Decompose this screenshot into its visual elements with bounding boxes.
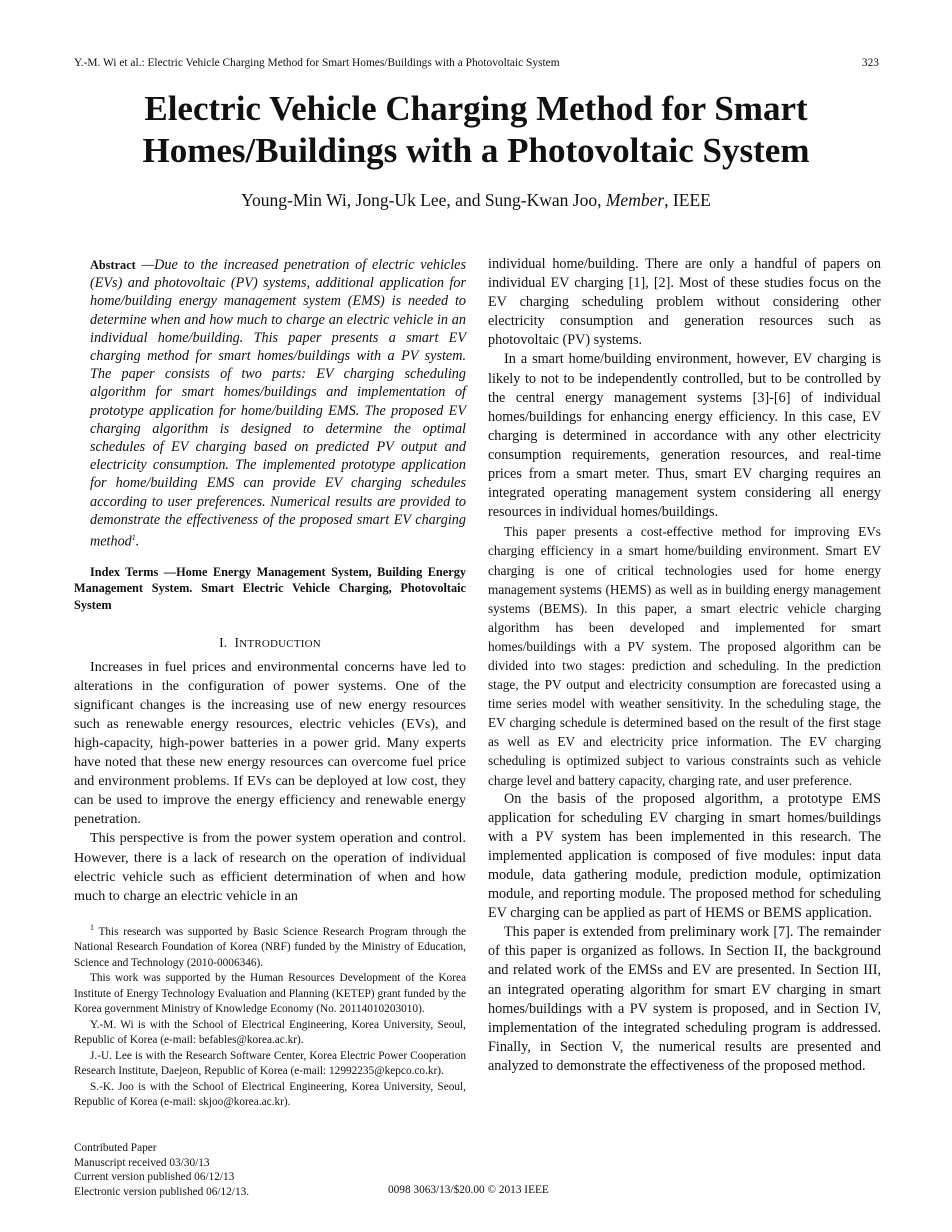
intro-paragraph-2: This perspective is from the power system operation and control. However, there is a lack of research on the operation of individual electric vehicle such as efficient determination of when and how much to charge an electric vehicle in an [74, 830, 466, 904]
current-version: Current version published 06/12/13 [74, 1171, 235, 1184]
footnote-funding-ketep: This work was supported by the Human Resources Development of the Korea Institute of Energy Technology Evaluation and Planning (KETEP) grant funded by the Korea government Ministry of Knowledge Economy (No. 20114010203010). [74, 972, 466, 1016]
author-names: Young-Min Wi, Jong-Uk Lee, and Sung-Kwan Joo, [241, 190, 602, 210]
section-heading-introduction [74, 633, 466, 654]
manuscript-info [74, 1141, 249, 1199]
index-terms-text: —Home Energy Management System, Building Energy Management System. Smart Electric Vehicle Charging, Photovoltaic System [74, 564, 466, 612]
section-title-rest: NTRODUCTION [239, 638, 321, 651]
issn-copyright: 0098 3063/13/$20.00 © 2013 IEEE [388, 1184, 549, 1196]
author-line [40, 190, 912, 211]
right-paragraph-5: This paper is extended from preliminary work [7]. The remainder of this paper is organized as follows. In Section II, the background and related work of the EMSs and EV are presented. In Section III, an integrated operating algorithm for smart EV charging in smart homes/buildings with a PV system is proposed, and in Section IV, implementation of the integrated scheduling program is addressed. Finally, in Section V, the numerical results are presented and analyzed to demonstrate the effectiveness of the proposed method. [488, 924, 881, 1074]
footnote-author-wi: Y.-M. Wi is with the School of Electrical Engineering, Korea University, Seoul, Republic of Korea (e-mail: befables@korea.ac.kr). [74, 1018, 466, 1047]
section-first-letter: I [234, 635, 240, 651]
intro-paragraph-1: Increases in fuel prices and environmental concerns have led to alterations in the configuration of power systems. One of the significant changes is the increasing use of new energy resources such as renewable energy resources, electric vehicles (EVs), and high-capacity, high-power batteries in a power grid. Many experts have noted that these new energy resources can overcome fuel price and environment problems. If EVs can be deployed at low cost, they can be used to improve the energy efficiency and renewable energy penetration. [74, 658, 466, 828]
abstract [74, 256, 466, 551]
footnote-author-joo: S.-K. Joo is with the School of Electrical Engineering, Korea University, Seoul, Republic of Korea (e-mail: skjoo@korea.ac.kr). [74, 1080, 466, 1109]
footnotes [74, 920, 466, 1111]
footnote-funding-nrf [74, 920, 466, 971]
contributed-paper-label: Contributed Paper [74, 1142, 157, 1154]
footnote-mark: 1 [90, 922, 94, 932]
paper-title-line-2: Homes/Buildings with a Photovoltaic System [142, 131, 810, 170]
paper-title-line-1: Electric Vehicle Charging Method for Smart [144, 89, 808, 128]
right-paragraph-3: This paper presents a cost-effective method for improving EVs charging efficiency in a smart home/building environment. Smart EV charging is one of critical technologies used for home energy management systems (HEMS) as well as in building energy management systems (BEMS). In this paper, a smart electric vehicle charging algorithm has been developed and implemented for smart homes/buildings with a PV system. The proposed algorithm can be divided into two stages: prediction and scheduling. In the prediction stage, the PV output and electricity consumption are forecasted using a time series model with weather sensitivity. In the scheduling stage, the EV charging schedule is determined based on the result of the first stage as well as EV and electricity price information. The EV charging scheduling is optimized subject to various constraints such as vehicle charge level and battery capacity, charging rate, and user preference. [488, 524, 881, 788]
author-membership: Member [605, 190, 665, 210]
running-header-title: Y.-M. Wi et al.: Electric Vehicle Charging Method for Smart Homes/Buildings with a Photovoltaic System [74, 57, 560, 69]
manuscript-received: Manuscript received 03/30/13 [74, 1156, 210, 1169]
author-society: , IEEE [664, 190, 711, 210]
index-terms [74, 564, 466, 614]
right-paragraph-2: In a smart home/building environment, however, EV charging is likely to not to be independently controlled, but to be controlled by the central energy management systems [3]-[6] of individual homes/buildings for enhancing energy efficiency. In this case, EV charging is determined in accordance with any other electricity consumption requirements, generation resources, and real-time prices from a smart meter. Thus, smart EV charging requires an integrated operating management system considering all energy resources in individual homes/buildings. [488, 351, 881, 521]
abstract-label: Abstract [90, 258, 136, 272]
right-column [488, 255, 881, 1076]
abstract-text: —Due to the increased penetration of electric vehicles (EVs) and photovoltaic (PV) systems, additional application for home/building energy management system (EMS) is needed to determine when and how much to charge an electric vehicle in an individual home/building. This paper presents a smart EV charging method for smart homes/buildings with a PV system. The paper consists of two parts: EV charging scheduling algorithm for smart homes/buildings and implementation of prototype application for home/building EMS. The proposed EV charging algorithm is designed to determine the optimal schedules of EV charging based on predicted PV output and electricity consumption. The implemented prototype application for home/building EMS can provide EV charging schedules according to user preferences. Numerical results are provided to demonstrate the effectiveness of the proposed smart EV charging method [90, 257, 466, 550]
footnote-funding-nrf-text: This research was supported by Basic Science Research Program through the National Research Foundation of Korea (NRF) funded by the Ministry of Education, Science and Technology (2010-0006346). [74, 925, 466, 969]
section-numeral: I. [219, 635, 228, 651]
abstract-end: . [135, 533, 140, 550]
footnote-author-lee: J.-U. Lee is with the Research Software Center, Korea Electric Power Cooperation Research Institute, Daejeon, Republic of Korea (e-mail: 12992235@kepco.co.kr). [74, 1049, 466, 1078]
abstract-footnote-mark: 1 [131, 533, 136, 543]
right-paragraph-4: On the basis of the proposed algorithm, a prototype EMS application for scheduling EV charging in smart homes/buildings with a PV system has been implemented in this research. The implemented application is composed of five modules: input data module, data gathering module, prediction module, optimization module, and reporting module. The proposed method for scheduling EV charging can be applied as part of HEMS or BEMS application. [488, 790, 881, 922]
index-terms-label: Index Terms [90, 564, 159, 579]
left-column [74, 256, 466, 1111]
page-number: 323 [861, 57, 879, 69]
electronic-version: Electronic version published 06/12/13. [74, 1185, 250, 1198]
paper-title [40, 88, 912, 172]
right-paragraph-1: individual home/building. There are only a handful of papers on individual EV charging [1], [2]. Most of these studies focus on the EV charging scheduling problem without considering other electricity consumption and generation resources such as photovoltaic (PV) systems. [488, 256, 881, 349]
